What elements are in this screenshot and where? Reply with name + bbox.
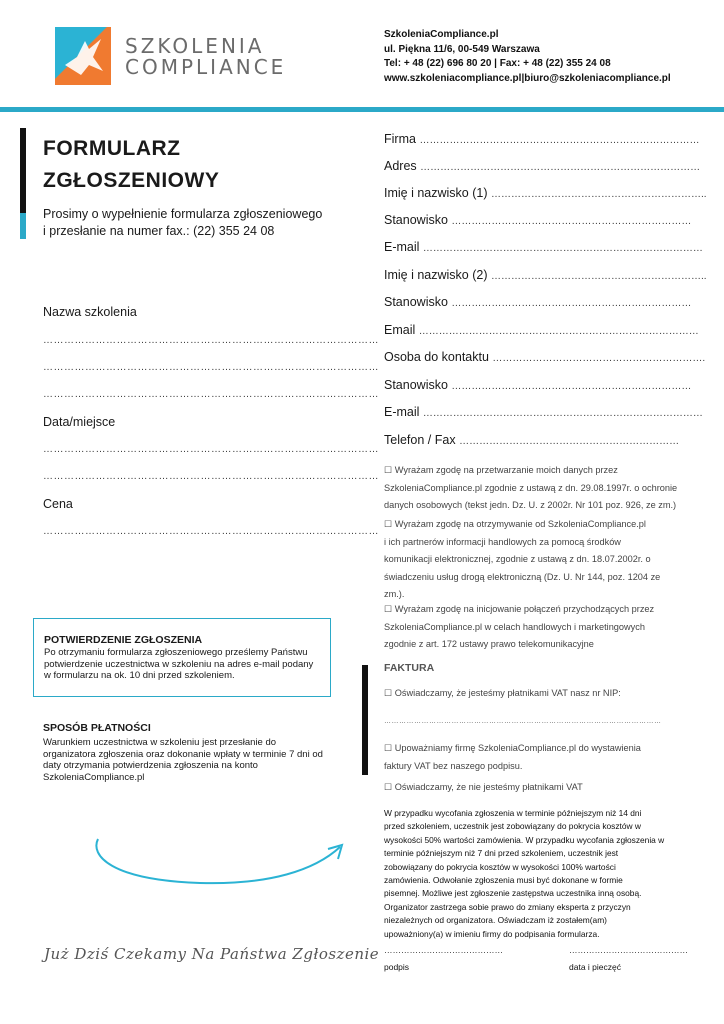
consent-3-line-3: zgodnie z art. 172 ustawy prawo telekomunikacyjne (384, 639, 594, 649)
field-label: E-mail (384, 405, 420, 419)
price-line[interactable]: …………………………………………………………………………………… (43, 526, 379, 537)
consent-1-line-2: SzkoleniaCompliance.pl zgodnie z ustawą z dn. 29.08.1997r. o ochronie (384, 482, 678, 493)
field-row[interactable] (384, 213, 691, 227)
price-label: Cena (43, 497, 73, 511)
field-label: Telefon / Fax (384, 433, 456, 447)
field-row[interactable] (384, 186, 707, 200)
field-label: Stanowisko (384, 295, 448, 309)
training-name-label: Nazwa szkolenia (43, 305, 137, 319)
field-label: E-mail (384, 240, 420, 254)
terms-text (384, 807, 684, 941)
contact-block (384, 28, 671, 86)
brand-wordmark (125, 36, 286, 78)
terms-line: zobowiązany do pokrycia kosztów w wysokości 100% wartości (384, 861, 616, 872)
terms-line: przed szkoleniem, uczestnik jest zobowiązany do pokrycia kosztów w (384, 821, 641, 832)
title-line-1: FORMULARZ (43, 137, 181, 160)
consent-commercial-info[interactable] (384, 516, 684, 604)
confirmation-text: Po otrzymaniu formularza zgłoszeniowego prześlemy Państwu potwierdzenie uczestnictwa w szkoleniu na adres e-mail podany w formularzu na ok. 10 dni przed szkoleniem. (44, 647, 314, 681)
field-row[interactable] (384, 433, 679, 447)
auth-line-1: ☐ Upoważniamy firmę SzkoleniaCompliance.pl do wystawienia (384, 743, 641, 753)
field-label: Stanowisko (384, 378, 448, 392)
accent-bar-right (362, 665, 368, 775)
consent-1-line-1: ☐ Wyrażam zgodę na przetwarzanie moich danych przez (384, 465, 618, 475)
consent-2-line-2: i ich partnerów informacji handlowych za pomocą środków (384, 536, 621, 547)
field-input-line[interactable]: ……………………………………………………….. (490, 271, 707, 282)
contact-phones: Tel: + 48 (22) 696 80 20 | Fax: + 48 (22) 355 24 08 (384, 58, 611, 69)
intro-line-2: i przesłanie na numer fax.: (22) 355 24 08 (43, 224, 275, 238)
field-label: Adres (384, 159, 417, 173)
logo-mark (55, 27, 111, 85)
field-input-line[interactable]: ………………………………………………………… (459, 436, 680, 447)
terms-line: upoważniony(a) w imieniu firmy do podpisania formularza. (384, 928, 600, 939)
slogan-signature: Już Dziś Czekamy Na Państwa Zgłoszenie (44, 945, 380, 963)
field-row[interactable] (384, 159, 700, 173)
terms-line: Organizator zastrzega sobie prawo do zmiany eksperta z przyczyn (384, 901, 631, 912)
terms-line: niezależnych od organizatora. Oświadczam iż zostałem(am) (384, 915, 607, 926)
payment-title: SPOSÓB PŁATNOŚCI (43, 722, 151, 734)
invoice-title: FAKTURA (384, 662, 435, 674)
field-input-line[interactable]: ………………………………………………………………………… (420, 162, 701, 173)
date-place-line-2[interactable]: …………………………………………………………………………………… (43, 471, 379, 482)
brand-line-1: SZKOLENIA (125, 34, 265, 58)
date-stamp-label: data i pieczęć (569, 962, 621, 972)
field-row[interactable] (384, 268, 707, 282)
date-stamp-dots[interactable]: …………………………………… (569, 945, 688, 955)
field-row[interactable] (384, 240, 703, 254)
confirmation-title: POTWIERDZENIE ZGŁOSZENIA (44, 634, 203, 646)
consent-3-line-1: ☐ Wyrażam zgodę na inicjowanie połączeń przychodzących przez (384, 604, 655, 614)
payment-section (43, 722, 328, 783)
field-input-line[interactable]: ……………………………………………………….. (490, 189, 707, 200)
consent-1-line-3: danych osobowych (tekst jedn. Dz. U. z 2002r. Nr 101 poz. 926, ze zm.) (384, 500, 677, 510)
field-label: Firma (384, 132, 416, 146)
intro-line-1: Prosimy o wypełnienie formularza zgłoszeniowego (43, 207, 323, 221)
arrow-icon (90, 825, 350, 895)
field-label: Osoba do kontaktu (384, 350, 489, 364)
contact-web[interactable]: www.szkoleniacompliance.pl|biuro@szkoleniacompliance.pl (384, 72, 671, 84)
consent-2-line-4: świadczeniu usług drogą elektroniczną (Dz. U. Nr 144, poz. 1204 ze (384, 571, 661, 582)
terms-line: terminie późniejszym niż 7 dni przed szkoleniem, uczestnik jest (384, 848, 619, 859)
training-name-line-1[interactable]: …………………………………………………………………………………… (43, 335, 379, 346)
field-row[interactable] (384, 405, 703, 419)
field-row[interactable] (384, 323, 699, 337)
field-label: Imię i nazwisko (1) (384, 186, 488, 200)
consent-2-line-5: zm.). (384, 589, 405, 599)
consent-data-processing[interactable] (384, 462, 684, 515)
terms-line: W przypadku wycofania zgłoszenia w terminie późniejszym niż 14 dni (384, 808, 642, 818)
bird-icon (55, 27, 111, 85)
field-label: Stanowisko (384, 213, 448, 227)
field-input-line[interactable]: ……………………………………………………………… (451, 216, 692, 227)
field-row[interactable] (384, 378, 691, 392)
accent-bar-dark (20, 128, 26, 213)
terms-line: zamówienia. Odwołanie zgłoszenia musi być dokonane w formie (384, 875, 623, 886)
header-divider (0, 107, 724, 112)
vat-payer-checkbox[interactable]: ☐ Oświadczamy, że jesteśmy płatnikami VAT nasz nr NIP: (384, 688, 621, 698)
invoice-authorization-checkbox[interactable] (384, 740, 684, 775)
terms-line: wysokości 50% wartości zamówienia. W przypadku wycofania zgłoszenia w (384, 834, 665, 845)
date-place-label: Data/miejsce (43, 415, 116, 429)
training-name-line-2[interactable]: …………………………………………………………………………………… (43, 362, 379, 373)
contact-company: SzkoleniaCompliance.pl (384, 29, 499, 40)
contact-address: ul. Piękna 11/6, 00-549 Warszawa (384, 43, 540, 55)
field-input-line[interactable]: ………………………………………………………………………… (418, 326, 699, 337)
not-vat-payer-checkbox[interactable]: ☐ Oświadczamy, że nie jesteśmy płatnikami VAT (384, 782, 583, 792)
field-input-line[interactable]: ……………………………………………………………… (451, 298, 692, 309)
consent-2-line-3: komunikacji elektronicznej, zgodnie z ustawą z dn. 18.07.2002r. o (384, 554, 651, 564)
brand-line-2: COMPLIANCE (125, 55, 287, 79)
auth-line-2: faktury VAT bez naszego podpisu. (384, 760, 523, 771)
field-input-line[interactable]: ……………………………………………………………… (451, 381, 692, 392)
field-input-line[interactable]: ………………………………………………………. (492, 353, 706, 364)
field-row[interactable] (384, 295, 691, 309)
field-row[interactable] (384, 350, 705, 364)
signature-label: podpis (384, 962, 410, 972)
title-line-2: ZGŁOSZENIOWY (43, 169, 220, 192)
nip-line[interactable]: ………………………………………………………………………………………………… (384, 718, 662, 725)
field-row[interactable] (384, 132, 699, 146)
confirmation-box (33, 618, 331, 697)
date-place-line-1[interactable]: …………………………………………………………………………………… (43, 444, 379, 455)
consent-2-line-1: ☐ Wyrażam zgodę na otrzymywanie od SzkoleniaCompliance.pl (384, 519, 646, 529)
consent-calls[interactable] (384, 601, 684, 654)
field-label: Imię i nazwisko (2) (384, 268, 488, 282)
page-title (43, 133, 219, 197)
intro-text (43, 206, 322, 240)
accent-bar-blue (20, 213, 26, 239)
signature-dots[interactable]: …………………………………… (384, 945, 503, 955)
field-input-line[interactable]: ………………………………………………………………………… (419, 135, 700, 146)
field-input-line[interactable]: ………………………………………………………………………… (422, 243, 703, 254)
training-name-line-3[interactable]: …………………………………………………………………………………… (43, 389, 379, 400)
field-input-line[interactable]: ………………………………………………………………………… (422, 408, 703, 419)
terms-line: pisemnej. Możliwe jest zgłoszenie zastępstwa uczestnika inną osobą. (384, 888, 642, 899)
consent-3-line-2: SzkoleniaCompliance.pl w celach handlowych i marketingowych (384, 621, 645, 632)
field-label: Email (384, 323, 416, 337)
payment-text: Warunkiem uczestnictwa w szkoleniu jest przesłanie do organizatora zgłoszenia oraz dokonanie wpłaty w terminie 7 dni od daty otrzymania potwierdzenia zgłoszenia na konto SzkoleniaCompliance.pl (43, 737, 323, 783)
